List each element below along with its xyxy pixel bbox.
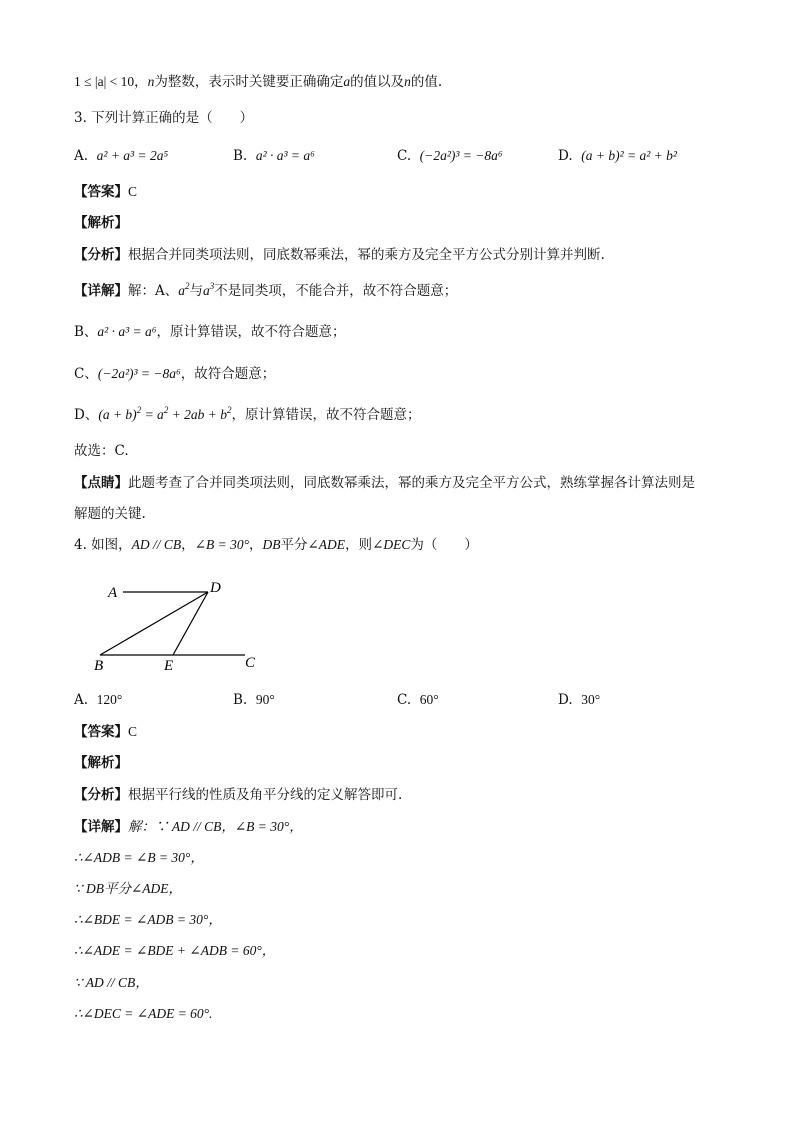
label-e: E <box>164 658 174 674</box>
q3-fenxi: 【分析】根据合并同类项法则，同底数幂乘法，幂的乘方及完全平方公式分别计算并判断. <box>74 247 605 263</box>
q4-step-5: ∴∠ADE = ∠BDE + ∠ADB = 60°， <box>74 943 276 958</box>
label-b: B <box>94 658 104 674</box>
q4-figure <box>90 570 280 675</box>
q3-option-c[interactable]: C. (−2a²)³ = −8a⁶ <box>397 148 503 164</box>
answer-tag: 【答案】 <box>74 184 128 200</box>
q3-analysis-tag: 【解析】 <box>74 215 128 231</box>
q3-option-b[interactable]: B. a² · a³ = a⁶ <box>233 148 315 164</box>
line-ed <box>173 592 208 655</box>
answer-value: C <box>128 184 138 199</box>
q4-detail: 【详解】解：∵ AD // CB，∠B = 30°， <box>74 819 303 835</box>
label-a: A <box>108 585 118 601</box>
q4-step-3: ∵ DB平分∠ADE， <box>74 881 183 896</box>
q3-detail-d: D、$(a + b)^2 = a^2 + 2ab + b^2$，原计算错误，故不符合题意； <box>74 405 421 423</box>
q3-dianjing: 【点睛】此题考查了合并同类项法则，同底数幂乘法，幂的乘方及完全平方公式，熟练掌握各计算法则是 <box>74 475 695 491</box>
line-bd <box>100 592 208 655</box>
q3-detail-c: C、(−2a²)³ = −8a⁶，故符合题意； <box>74 366 276 382</box>
q4-option-c[interactable]: C. 60° <box>397 692 439 708</box>
q4-step-4: ∴∠BDE = ∠ADB = 30°， <box>74 912 222 927</box>
label-d: D <box>210 580 221 596</box>
q3-detail-b: B、a² · a³ = a⁶，原计算错误，故不符合题意； <box>74 324 346 340</box>
q4-step-2: ∴∠ADB = ∠B = 30°， <box>74 850 204 865</box>
intro-math: 1 ≤ |a| < 10 <box>74 74 135 89</box>
q4-answer: 【答案】C <box>74 724 138 740</box>
q4-step-7: ∴∠DEC = ∠ADE = 60°. <box>74 1006 213 1021</box>
q3-option-d[interactable]: D. (a + b)² = a² + b² <box>558 148 677 164</box>
q3-dianjing-cont: 解题的关键. <box>74 506 146 522</box>
q3-answer <box>74 182 137 202</box>
q4-option-a[interactable]: A. 120° <box>74 692 123 708</box>
label-c: C <box>245 655 256 671</box>
q4-option-b[interactable]: B. 90° <box>233 692 275 708</box>
q4-step-6: ∵ AD // CB， <box>74 975 149 990</box>
q3-detail-a: 【详解】解：A、$a^2$与$a^3$不是同类项，不能合并，故不符合题意； <box>74 281 458 299</box>
q3-stem: 3. 下列计算正确的是（ ） <box>74 110 254 126</box>
q3-choose: 故选：C. <box>74 443 129 459</box>
q4-fenxi: 【分析】根据平行线的性质及角平分线的定义解答即可. <box>74 787 403 803</box>
q4-option-d[interactable]: D. 30° <box>558 692 601 708</box>
q4-analysis-tag: 【解析】 <box>74 755 128 771</box>
q4-stem: 4. 如图，AD // CB，∠B = 30°，DB平分∠ADE，则∠DEC为（ ） <box>74 537 478 553</box>
intro-line: 1 ≤ |a| < 10，n为整数，表示时关键要正确确定a的值以及n的值. <box>74 74 443 90</box>
q3-option-a[interactable]: A. a² + a³ = 2a⁵ <box>74 148 169 164</box>
